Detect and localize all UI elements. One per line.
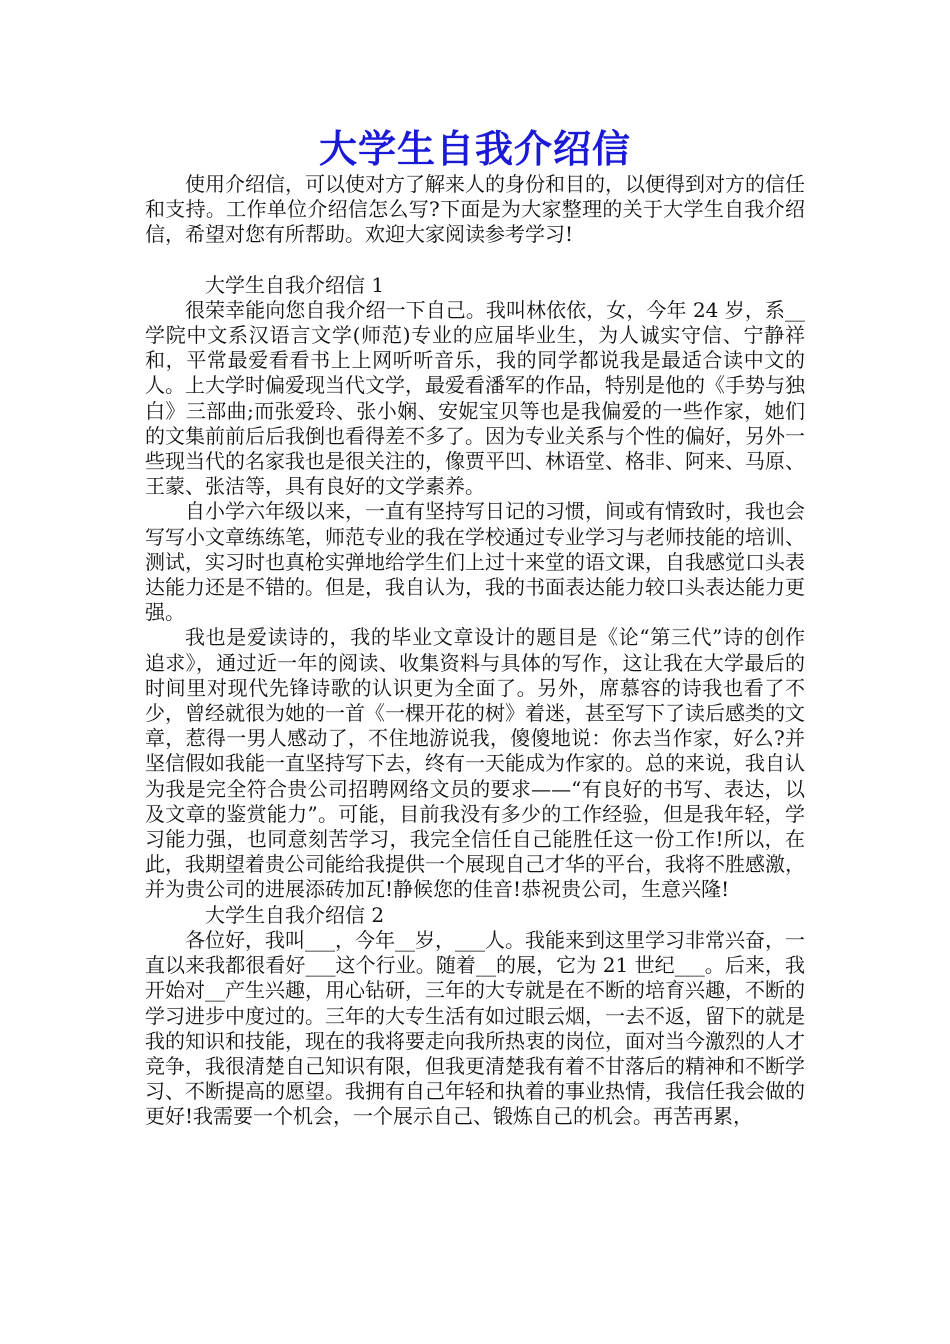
document-title: 大学生自我介绍信: [318, 126, 631, 171]
letter-1-heading: 大学生自我介绍信 1: [205, 272, 385, 297]
letter-2-paragraph-1: 各位好，我叫___，今年__岁，___人。我能来到这里学习非常兴奋，一直以来我都很看好___这个行业。随着__的展，它为 21 世纪___。后来，我开始对__产生兴趣，用心钻研，三年的大专就是在不断的培育兴趣，不断的学习进步中度过的。三年的大专生活有如过眼云烟，一去不返，留下的就是我的知识和技能，现在的我将要走向我所热衷的岗位，面对当今激烈的人才竞争，我很清楚自己知识有限，但我更清楚我有着不甘落后的精神和不断学习、不断提高的愿望。我拥有自己年轻和执着的事业热情，我信任我会做的更好!我需要一个机会，一个展示自己、锻炼自己的机会。再苦再累，: [145, 927, 805, 1129]
document-body: [145, 172, 805, 1130]
intro-paragraph: 使用介绍信，可以使对方了解来人的身份和目的，以便得到对方的信任和支持。工作单位介绍信怎么写?下面是为大家整理的关于大学生自我介绍信，希望对您有所帮助。欢迎大家阅读参考学习!: [145, 172, 805, 247]
blank-line: [145, 248, 805, 273]
letter-1-paragraph-2: 自小学六年级以来，一直有坚持写日记的习惯，间或有情致时，我也会写写小文章练练笔，师范专业的我在学校通过专业学习与老师技能的培训、测试，实习时也真枪实弹地给学生们上过十来堂的语文课，自我感觉口头表达能力还是不错的。但是，我自认为，我的书面表达能力较口头表达能力更强。: [145, 499, 805, 625]
letter-1-paragraph-1: 很荣幸能向您自我介绍一下自己。我叫林依依，女，今年 24 岁，系__学院中文系汉语言文学(师范)专业的应届毕业生，为人诚实守信、宁静祥和，平常最爱看看书上上网听听音乐，我的同学都说我是最适合读中文的人。上大学时偏爱现当代文学，最爱看潘军的作品，特别是他的《手势与独白》三部曲;而张爱玲、张小娴、安妮宝贝等也是我偏爱的一些作家，她们的文集前前后后我倒也看得差不多了。因为专业关系与个性的偏好，另外一些现当代的名家我也是很关注的，像贾平凹、林语堂、格非、阿来、马原、王蒙、张洁等，具有良好的文学素养。: [145, 297, 805, 499]
letter-1-paragraph-3: 我也是爱读诗的，我的毕业文章设计的题目是《论“第三代”诗的创作追求》，通过近一年的阅读、收集资料与具体的写作，这让我在大学最后的时间里对现代先锋诗歌的认识更为全面了。另外，席慕容的诗我也看了不少，曾经就很为她的一首《一棵开花的树》着迷，甚至写下了读后感类的文章，惹得一男人感动了，不住地游说我，傻傻地说：你去当作家，好么?并坚信假如我能一直坚持写下去，终有一天能成为作家的。总的来说，我自认为我是完全符合贵公司招聘网络文员的要求——“有良好的书写、表达，以及文章的鉴赏能力”。可能，目前我没有多少的工作经验，但是我年轻，学习能力强，也同意刻苦学习，我完全信任自己能胜任这一份工作!所以，在此，我期望着贵公司能给我提供一个展现自己才华的平台，我将不胜感激，并为贵公司的进展添砖加瓦!静候您的佳音!恭祝贵公司，生意兴隆!: [145, 625, 805, 902]
letter-2-heading: 大学生自我介绍信 2: [205, 902, 385, 927]
